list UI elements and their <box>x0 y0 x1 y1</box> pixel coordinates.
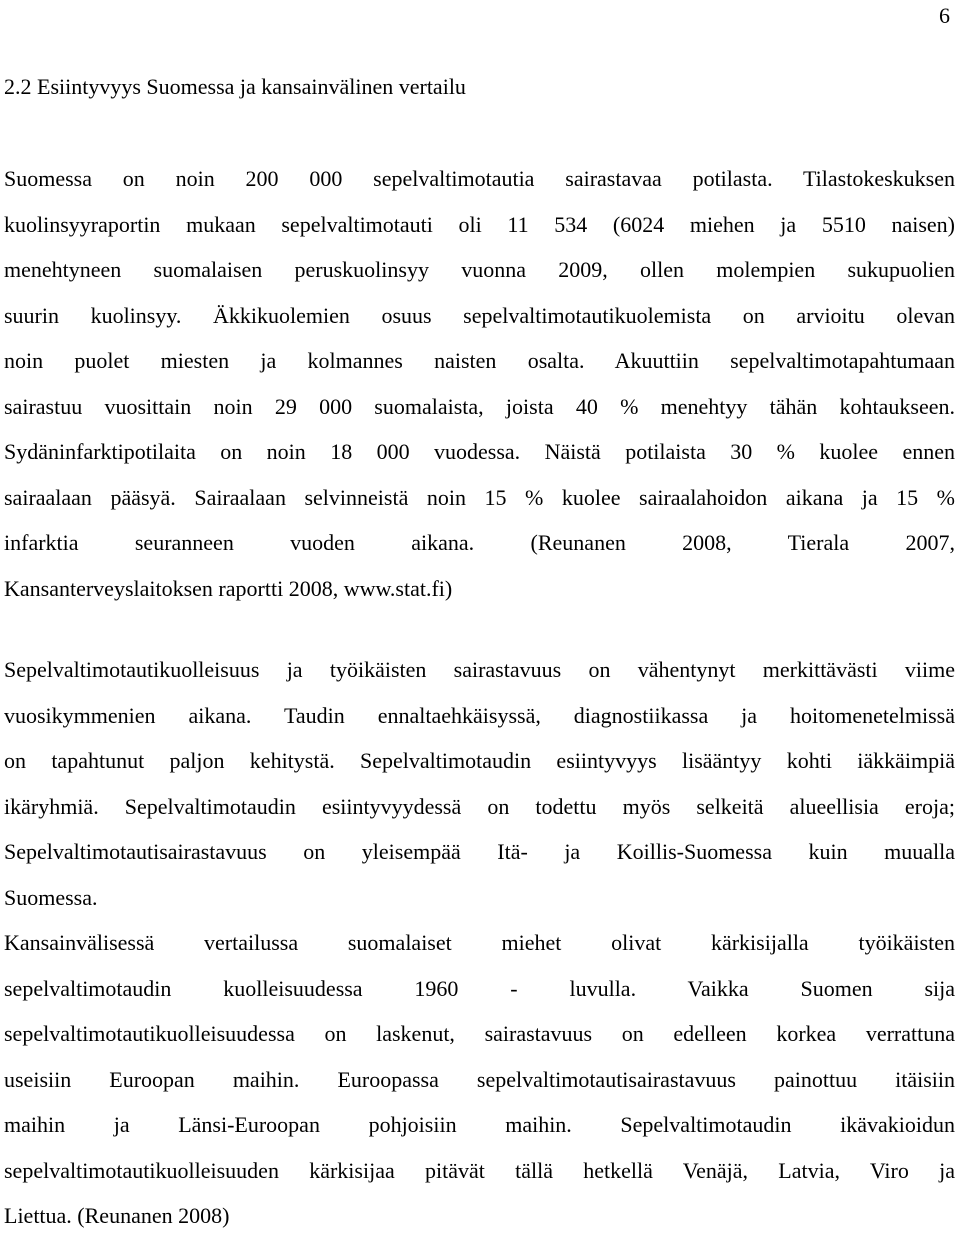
paragraph-line: sepelvaltimotaudin kuolleisuudessa 1960 - luvulla. Vaikka Suomen sija <box>4 975 955 1001</box>
paragraph-line: suurin kuolinsyy. Äkkikuolemien osuus sepelvaltimotautikuolemista on arvioitu olevan <box>4 302 955 328</box>
paragraph-international-comparison <box>4 920 955 1239</box>
paragraph-line: ikäryhmiä. Sepelvaltimotaudin esiintyvyydessä on todettu myös selkeitä alueellisia eroja; <box>4 793 955 819</box>
paragraph-line: Sydäninfarktipotilaita on noin 18 000 vuodessa. Näistä potilaista 30 % kuolee ennen <box>4 439 955 464</box>
paragraph-line: Sepelvaltimotautisairastavuus on yleisempää Itä- ja Koillis-Suomessa kuin muualla <box>4 839 955 865</box>
paragraph-line: sairaalaan pääsyä. Sairaalaan selvinneistä noin 15 % kuolee sairaalahoidon aikana ja 15 % <box>4 484 955 510</box>
paragraph-line: Liettua. (Reunanen 2008) <box>4 1203 230 1228</box>
paragraph-line: Suomessa. <box>4 884 98 910</box>
paragraph-line: maihin ja Länsi-Euroopan pohjoisiin maihin. Sepelvaltimotaudin ikävakioidun <box>4 1112 955 1137</box>
paragraph-line: kuolinsyyraportin mukaan sepelvaltimotauti oli 11 534 (6024 miehen ja 5510 naisen) <box>4 211 955 237</box>
paragraph-line: vuosikymmenien aikana. Taudin ennaltaehkäisyssä, diagnostiikassa ja hoitomenetelmissä <box>4 702 955 728</box>
paragraph-line: sairastuu vuosittain noin 29 000 suomalaista, joista 40 % menehtyy tähän kohtaukseen. <box>4 393 955 419</box>
paragraph-line: Suomessa on noin 200 000 sepelvaltimotautia sairastavaa potilasta. Tilastokeskuksen <box>4 166 955 191</box>
paragraph-line: on tapahtunut paljon kehitystä. Sepelvaltimotaudin esiintyvyys lisääntyy kohti iäkkäimpiä <box>4 748 955 774</box>
paragraph-line: infarktia seuranneen vuoden aikana. (Reunanen 2008, Tierala 2007, <box>4 530 955 555</box>
paragraph-line: menehtyneen suomalaisen peruskuolinsyy vuonna 2009, ollen molempien sukupuolien <box>4 257 955 282</box>
paragraph-line: Kansainvälisessä vertailussa suomalaiset miehet olivat kärkisijalla työikäisten <box>4 930 955 955</box>
paragraph-line: noin puolet miesten ja kolmannes naisten osalta. Akuuttiin sepelvaltimotapahtumaan <box>4 348 955 373</box>
paragraph-prevalence-finland <box>4 156 955 611</box>
section-heading: 2.2 Esiintyvyys Suomessa ja kansainvälinen vertailu <box>4 74 466 99</box>
paragraph-line: useisiin Euroopan maihin. Euroopassa sepelvaltimotautisairastavuus painottuu itäisiin <box>4 1066 955 1092</box>
paragraph-line: sepelvaltimotautikuolleisuuden kärkisijaa pitävät tällä hetkellä Venäjä, Latvia, Viro ja <box>4 1157 955 1183</box>
paragraph-mortality-trends <box>4 647 955 921</box>
paragraph-line: Sepelvaltimotautikuolleisuus ja työikäisten sairastavuus on vähentynyt merkittävästi viime <box>4 657 955 682</box>
paragraph-line: Kansanterveyslaitoksen raportti 2008, www.stat.fi) <box>4 575 453 601</box>
paragraph-line: sepelvaltimotautikuolleisuudessa on laskenut, sairastavuus on edelleen korkea verrattuna <box>4 1021 955 1046</box>
page-number: 6 <box>939 3 950 28</box>
